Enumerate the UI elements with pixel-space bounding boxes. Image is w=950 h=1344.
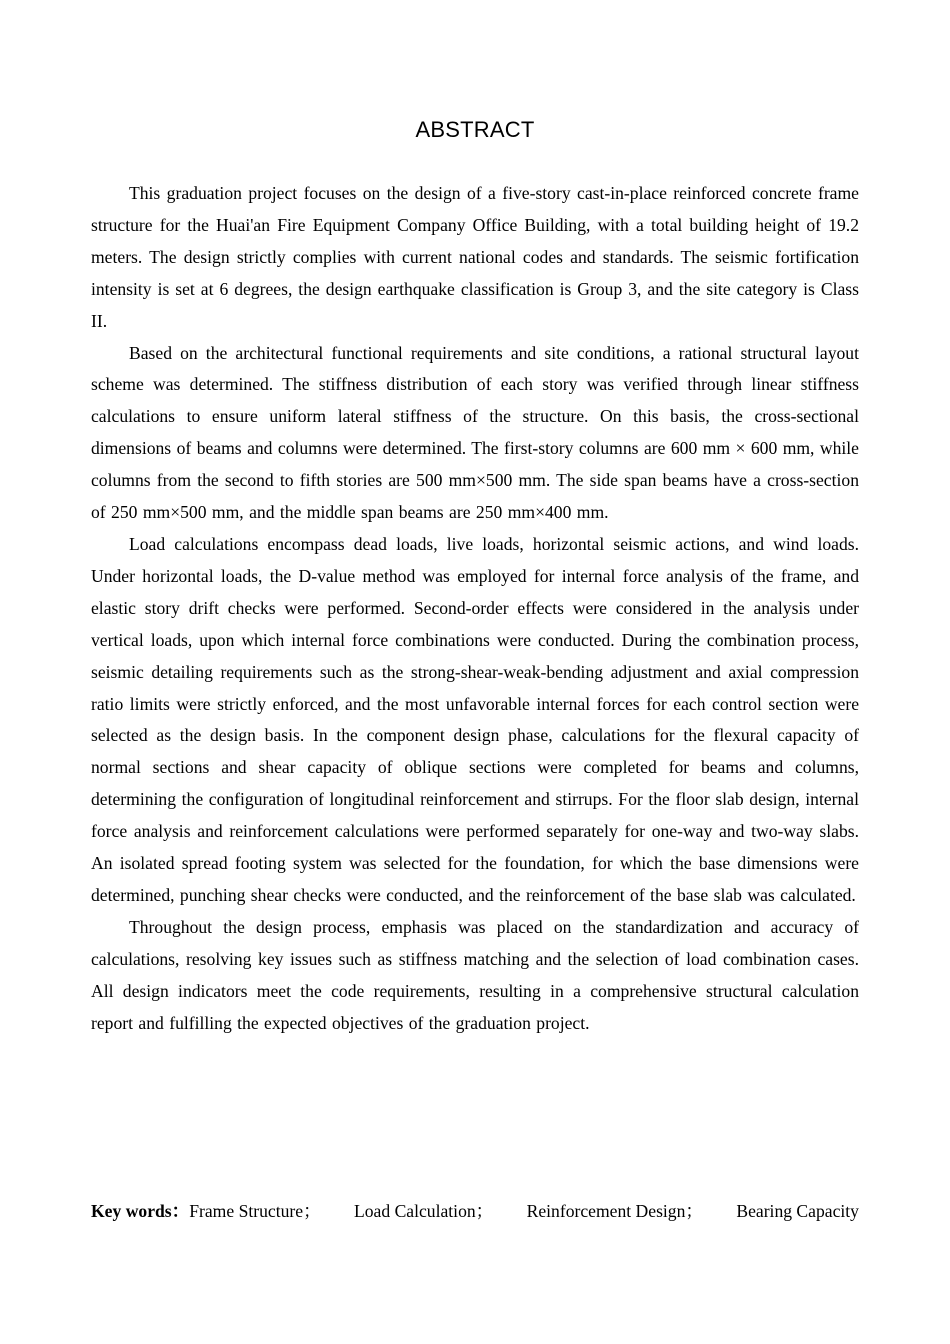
keywords-line [91,1196,859,1226]
keyword-item: Bearing Capacity [736,1201,859,1221]
abstract-paragraph-2: Based on the architectural functional requirements and site conditions, a rational structural layout scheme was determined. The stiffness distribution of each story was verified through linear stiffness calculations to ensure uniform lateral stiffness of the structure. On this basis, the cross-sectional dimensions of beams and columns were determined. The first-story columns are 600 mm × 600 mm, while columns from the second to fifth stories are 500 mm×500 mm. The side span beams have a cross-section of 250 mm×500 mm, and the middle span beams are 250 mm×400 mm. [91,342,859,523]
abstract-paragraph-4: Throughout the design process, emphasis was placed on the standardization and accuracy of calculations, resolving key issues such as stiffness matching and the selection of load combination cases. All design indicators meet the code requirements, resulting in a comprehensive structural calculation report and fulfilling the expected objectives of the graduation project. [91,916,859,1033]
keywords-label: Key words： [91,1201,190,1221]
abstract-paragraph-3: Load calculations encompass dead loads, live loads, horizontal seismic actions, and wind loads. Under horizontal loads, the D-value method was employed for internal force analysis of the frame, and elastic story drift checks were performed. Second-order effects were considered in the analysis under vertical loads, upon which internal force combinations were conducted. During the combination process, seismic detailing requirements such as the strong-shear-weak-bending adjustment and axial compression ratio limits were strictly enforced, and the most unfavorable internal forces for each control section were selected as the design basis. In the component design phase, calculations for the flexural capacity of normal sections and shear capacity of oblique sections were completed for beams and columns, determining the configuration of longitudinal reinforcement and stirrups. For the floor slab design, internal force analysis and reinforcement calculations were performed separately for one-way and two-way slabs. An isolated spread footing system was selected for the foundation, for which the base dimensions were determined, punching shear checks were conducted, and the reinforcement of the base slab was calculated. [91,533,859,905]
abstract-body [91,178,859,1039]
abstract-paragraph-1: This graduation project focuses on the design of a five-story cast-in-place reinforced concrete frame structure for the Huai'an Fire Equipment Company Office Building, with a total building height of 19.2 meters. The design strictly complies with current national codes and standards. The seismic fortification intensity is set at 6 degrees, the design earthquake classification is Group 3, and the site category is Class II. [91,183,859,331]
keyword-item: Reinforcement Design； [526,1201,703,1221]
keyword-item: Frame Structure； [189,1201,321,1221]
keyword-item: Load Calculation； [354,1201,494,1221]
abstract-title: ABSTRACT [415,117,535,142]
